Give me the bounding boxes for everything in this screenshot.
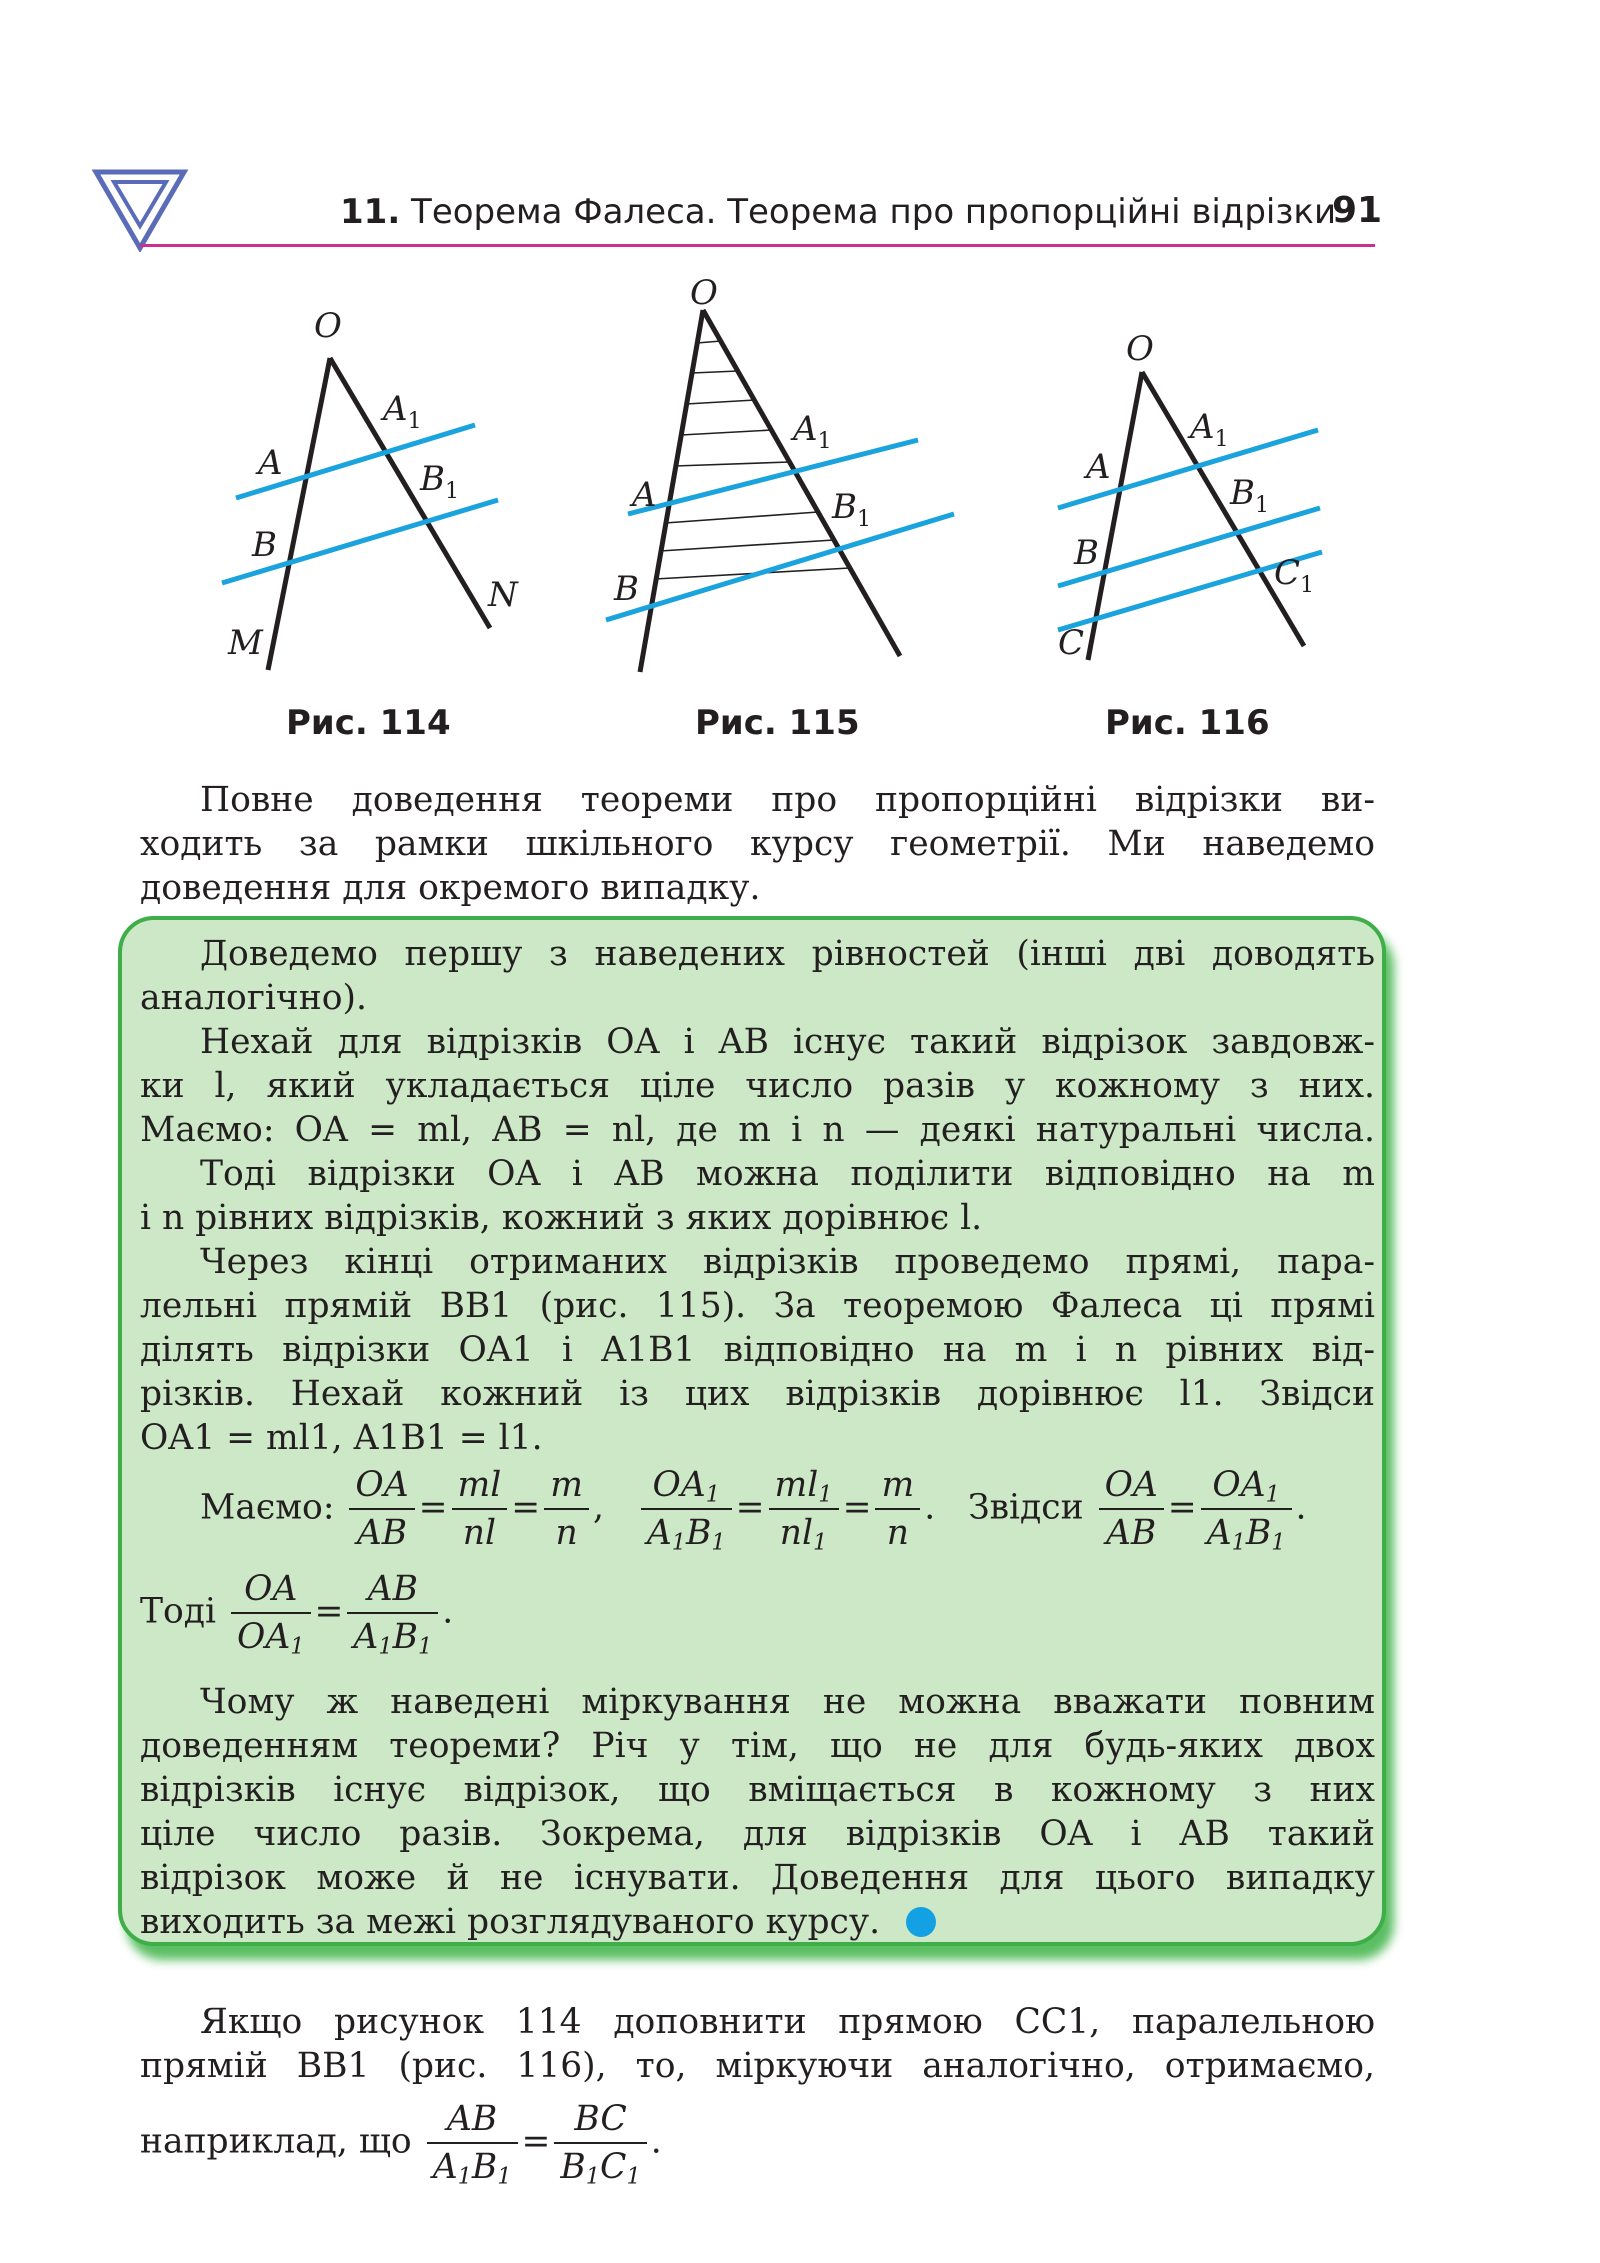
fraction: $\frac{ml_1}{nl_1}$ — [769, 1462, 839, 1556]
label-B: B — [614, 569, 639, 609]
text-line: Якщо рисунок 114 доповнити прямою CC1, паралельною — [200, 2002, 1375, 2042]
label-A1: $A_1$ — [383, 389, 422, 434]
label-A: A — [632, 475, 657, 515]
text-line: Тоді відрізки OA і AB можна поділити відповідно на m — [200, 1154, 1375, 1194]
fraction: $\frac{m}{n}$ — [544, 1462, 589, 1556]
fraction: $\frac{m}{n}$ — [875, 1462, 920, 1556]
text-line: аналогічно). — [140, 978, 367, 1018]
text-line: Чому ж наведені міркування не можна вважати повним — [200, 1682, 1375, 1722]
label-A: A — [1086, 447, 1111, 487]
text-line: доведення для окремого випадку. — [140, 868, 761, 908]
label-C: C — [1058, 623, 1085, 663]
text-line: ходить за рамки шкільного курсу геометрії. Ми наведемо — [140, 824, 1375, 864]
fraction: $\frac{OA_1}{A_1B_1}$ — [641, 1462, 732, 1556]
fraction: $\frac{BC}{B_1C_1}$ — [554, 2096, 646, 2190]
intro-paragraph — [140, 778, 1375, 910]
math-equation-1: Маємо: $\frac{OA}{AB}$ = $\frac{ml}{nl}$ = $\frac{m}{n}$ , $\frac{OA_1}{A_1B_1}$ = $\frac{ml_1}{nl_1}$ = $\frac{m}{n}$ . Звідси $\frac{OA}{AB}$ = $\frac{OA_1}{A_1B_1}$ . — [200, 1462, 1306, 1556]
proof-text — [140, 932, 1375, 1460]
fraction: $\frac{OA}{OA_1}$ — [231, 1566, 310, 1660]
end-of-proof-marker-icon — [906, 1907, 936, 1937]
text-line: лельні прямій BB1 (рис. 115). За теоремою Фалеса ці прямі — [140, 1286, 1375, 1326]
text-line: Через кінці отриманих відрізків проведемо прямі, пара- — [200, 1242, 1375, 1282]
label-A1: $A_1$ — [793, 409, 832, 454]
text-line: Маємо: OA = ml, AB = nl, де m і n — деякі натуральні числа. — [140, 1110, 1375, 1150]
fraction: $\frac{ml}{nl}$ — [452, 1462, 508, 1556]
label-B1: $B_1$ — [1230, 473, 1269, 518]
math-lead: Тоді — [140, 1591, 217, 1632]
text-line: відрізок може й не існувати. Доведення для цього випадку — [140, 1858, 1375, 1898]
triangle-logo-icon — [92, 168, 188, 252]
label-A1: $A_1$ — [1190, 407, 1229, 452]
caption-fig-116: Рис. 116 — [1105, 703, 1270, 743]
figure-115 — [606, 273, 954, 672]
caption-fig-115: Рис. 115 — [695, 703, 860, 743]
label-B1: $B_1$ — [420, 459, 459, 504]
label-B: B — [1074, 533, 1099, 573]
figures-row — [0, 270, 1600, 690]
label-O: O — [1126, 329, 1154, 369]
text-line: прямій BB1 (рис. 116), то, міркуючи аналогічно, отримаємо, — [140, 2046, 1375, 2086]
label-A: A — [258, 443, 283, 483]
text-line: Повне доведення теореми про пропорційні відрізки ви- — [200, 780, 1375, 820]
page-number: 91 — [1332, 190, 1383, 231]
math-then: Звідси — [968, 1487, 1084, 1528]
label-O: O — [314, 306, 342, 346]
text-line: ціле число разів. Зокрема, для відрізків OA і AB такий — [140, 1814, 1375, 1854]
fraction: $\frac{OA_1}{A_1B_1}$ — [1201, 1462, 1292, 1556]
math-lead: наприклад, що — [140, 2121, 412, 2162]
outro-paragraph — [140, 2000, 1375, 2088]
header-rule — [140, 244, 1375, 247]
text-line: ки l, який укладається ціле число разів у кожному з них. — [140, 1066, 1375, 1106]
text-line: Доведемо першу з наведених рівностей (інші дві доводять — [200, 934, 1375, 974]
label-M: M — [228, 623, 263, 663]
fraction: $\frac{AB}{A_1B_1}$ — [427, 2096, 518, 2190]
text-line: різків. Нехай кожний із цих відрізків дорівнює l1. Звідси — [140, 1374, 1375, 1414]
math-equation-2: Тоді $\frac{OA}{OA_1}$ = $\frac{AB}{A_1B_1}$ . — [140, 1566, 453, 1660]
label-N: N — [488, 575, 518, 615]
text-line: виходить за межі розглядуваного курсу. — [140, 1900, 1375, 1944]
text-line: Нехай для відрізків OA і AB існує такий відрізок завдовж- — [200, 1022, 1375, 1062]
caption-fig-114: Рис. 114 — [286, 703, 451, 743]
proof-conclusion — [140, 1680, 1375, 1944]
label-C1: $C_1$ — [1274, 553, 1315, 598]
section-number: 11. — [340, 192, 401, 232]
text-line: доведенням теореми? Річ у тім, що не для будь-яких двох — [140, 1726, 1375, 1766]
label-O: O — [690, 273, 718, 313]
fraction: $\frac{OA}{AB}$ — [1099, 1462, 1164, 1556]
math-equation-3: наприклад, що $\frac{AB}{A_1B_1}$ = $\frac{BC}{B_1C_1}$ . — [140, 2096, 662, 2190]
figure-116 — [1058, 329, 1322, 663]
text-line: OA1 = ml1, A1B1 = l1. — [140, 1418, 543, 1458]
fraction: $\frac{AB}{A_1B_1}$ — [347, 1566, 438, 1660]
text-line: і n рівних відрізків, кожний з яких дорівнює l. — [140, 1198, 983, 1238]
section-title: Теорема Фалеса. Теорема про пропорційні відрізки — [411, 192, 1337, 232]
text-line: ділять відрізки OA1 і A1B1 відповідно на m і n рівних від- — [140, 1330, 1375, 1370]
section-header — [340, 192, 1336, 232]
fraction: $\frac{OA}{AB}$ — [349, 1462, 414, 1556]
text-line: відрізків існує відрізок, що вміщається в кожному з них — [140, 1770, 1375, 1810]
figure-114 — [222, 306, 519, 670]
math-lead: Маємо: — [200, 1487, 335, 1528]
label-B1: $B_1$ — [832, 487, 871, 532]
label-B: B — [252, 525, 277, 565]
